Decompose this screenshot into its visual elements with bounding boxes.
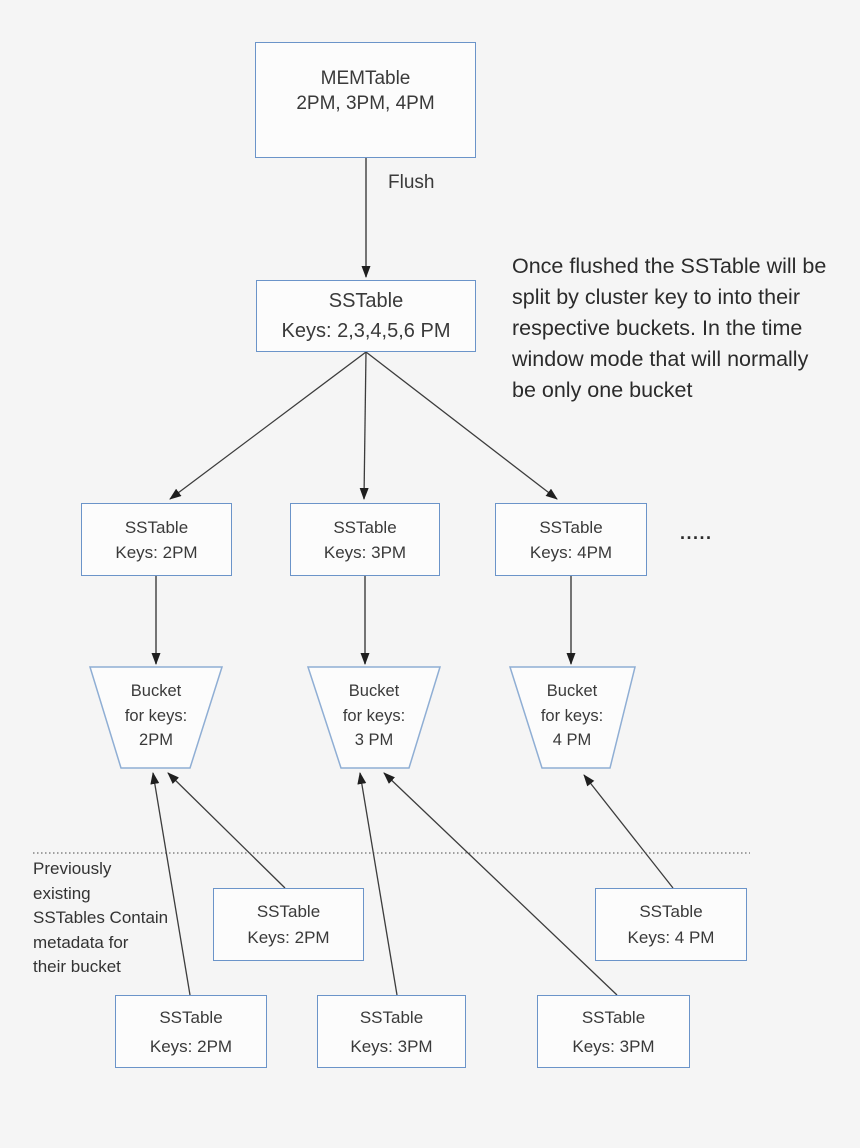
note-line: their bucket xyxy=(33,957,121,976)
memtable-box xyxy=(255,42,476,158)
existing-sstable-title: SSTable xyxy=(639,901,703,921)
memtable-title: MEMTable xyxy=(320,68,411,89)
existing-sstable-2pm-upper-box xyxy=(213,888,364,961)
split-sstable-2pm-box xyxy=(81,503,232,576)
split-sstable-4pm-box xyxy=(495,503,647,576)
split-sstable-title: SSTable xyxy=(333,517,397,537)
existing-sstable-keys: Keys: 3PM xyxy=(572,1036,655,1056)
existing-sstable-title: SSTable xyxy=(359,1007,424,1027)
note-line: window mode that will normally xyxy=(512,347,809,371)
bucket-line: Bucket xyxy=(130,682,182,700)
existing-sstable-keys: Keys: 2PM xyxy=(247,927,330,947)
bucket-3pm-label xyxy=(314,679,434,753)
bucket-line: Bucket xyxy=(348,682,400,700)
existing-sstable-keys: Keys: 2PM xyxy=(149,1036,233,1056)
flushed-sstable-box xyxy=(256,280,476,352)
bucket-2pm-label xyxy=(96,679,216,753)
split-arrow-left xyxy=(170,352,366,499)
existing-sstable-title: SSTable xyxy=(256,901,321,921)
bucket-4pm-label xyxy=(512,679,632,753)
flush-explanation-note xyxy=(512,251,860,406)
existing-sstable-title: SSTable xyxy=(581,1007,646,1027)
split-sstable-keys: Keys: 3PM xyxy=(323,542,407,562)
bucket-line: for keys: xyxy=(540,706,604,725)
note-line: respective buckets. In the time xyxy=(512,316,803,340)
note-line: be only one bucket xyxy=(512,378,693,402)
split-sstable-title: SSTable xyxy=(124,517,189,537)
existing-sstable-keys: Keys: 4 PM xyxy=(627,927,715,947)
bucket-line: Bucket xyxy=(546,682,598,700)
existing-arrow-lower3-bucket2 xyxy=(384,773,617,995)
existing-sstable-title: SSTable xyxy=(159,1007,223,1027)
split-sstable-keys: Keys: 4PM xyxy=(529,542,613,562)
more-tables-ellipsis: ..... xyxy=(680,523,713,543)
split-arrow-middle xyxy=(364,352,366,499)
existing-sstable-3pm-box-1 xyxy=(317,995,466,1068)
note-line: split by cluster key to into their xyxy=(512,285,800,309)
bucket-line: for keys: xyxy=(342,706,406,725)
split-sstable-keys: Keys: 2PM xyxy=(115,542,198,562)
split-sstable-title: SSTable xyxy=(539,517,603,537)
bucket-line: for keys: xyxy=(124,706,188,725)
existing-sstable-4pm-box xyxy=(595,888,747,961)
flush-label: Flush xyxy=(388,172,435,193)
note-line: Previously xyxy=(33,859,112,878)
existing-sstables-note xyxy=(33,857,213,980)
existing-arrow-upper2-bucket3 xyxy=(584,775,673,888)
memtable-keys: 2PM, 3PM, 4PM xyxy=(296,93,435,114)
bucket-line: 2PM xyxy=(139,731,173,749)
bucket-line: 4 PM xyxy=(552,731,592,749)
split-sstable-3pm-box xyxy=(290,503,440,576)
bucket-line: 3 PM xyxy=(354,731,394,749)
flushed-sstable-keys: Keys: 2,3,4,5,6 PM xyxy=(281,320,451,342)
note-line: SSTables Contain xyxy=(33,908,169,927)
existing-sstable-2pm-lower-box xyxy=(115,995,267,1068)
note-line: Once flushed the SSTable will be xyxy=(512,254,827,278)
flushed-sstable-title: SSTable xyxy=(328,290,404,312)
existing-sstable-3pm-box-2 xyxy=(537,995,690,1068)
note-line: metadata for xyxy=(33,932,129,952)
existing-arrow-lower2-bucket2 xyxy=(360,773,397,995)
note-line: existing xyxy=(33,883,91,903)
existing-sstable-keys: Keys: 3PM xyxy=(350,1036,433,1056)
